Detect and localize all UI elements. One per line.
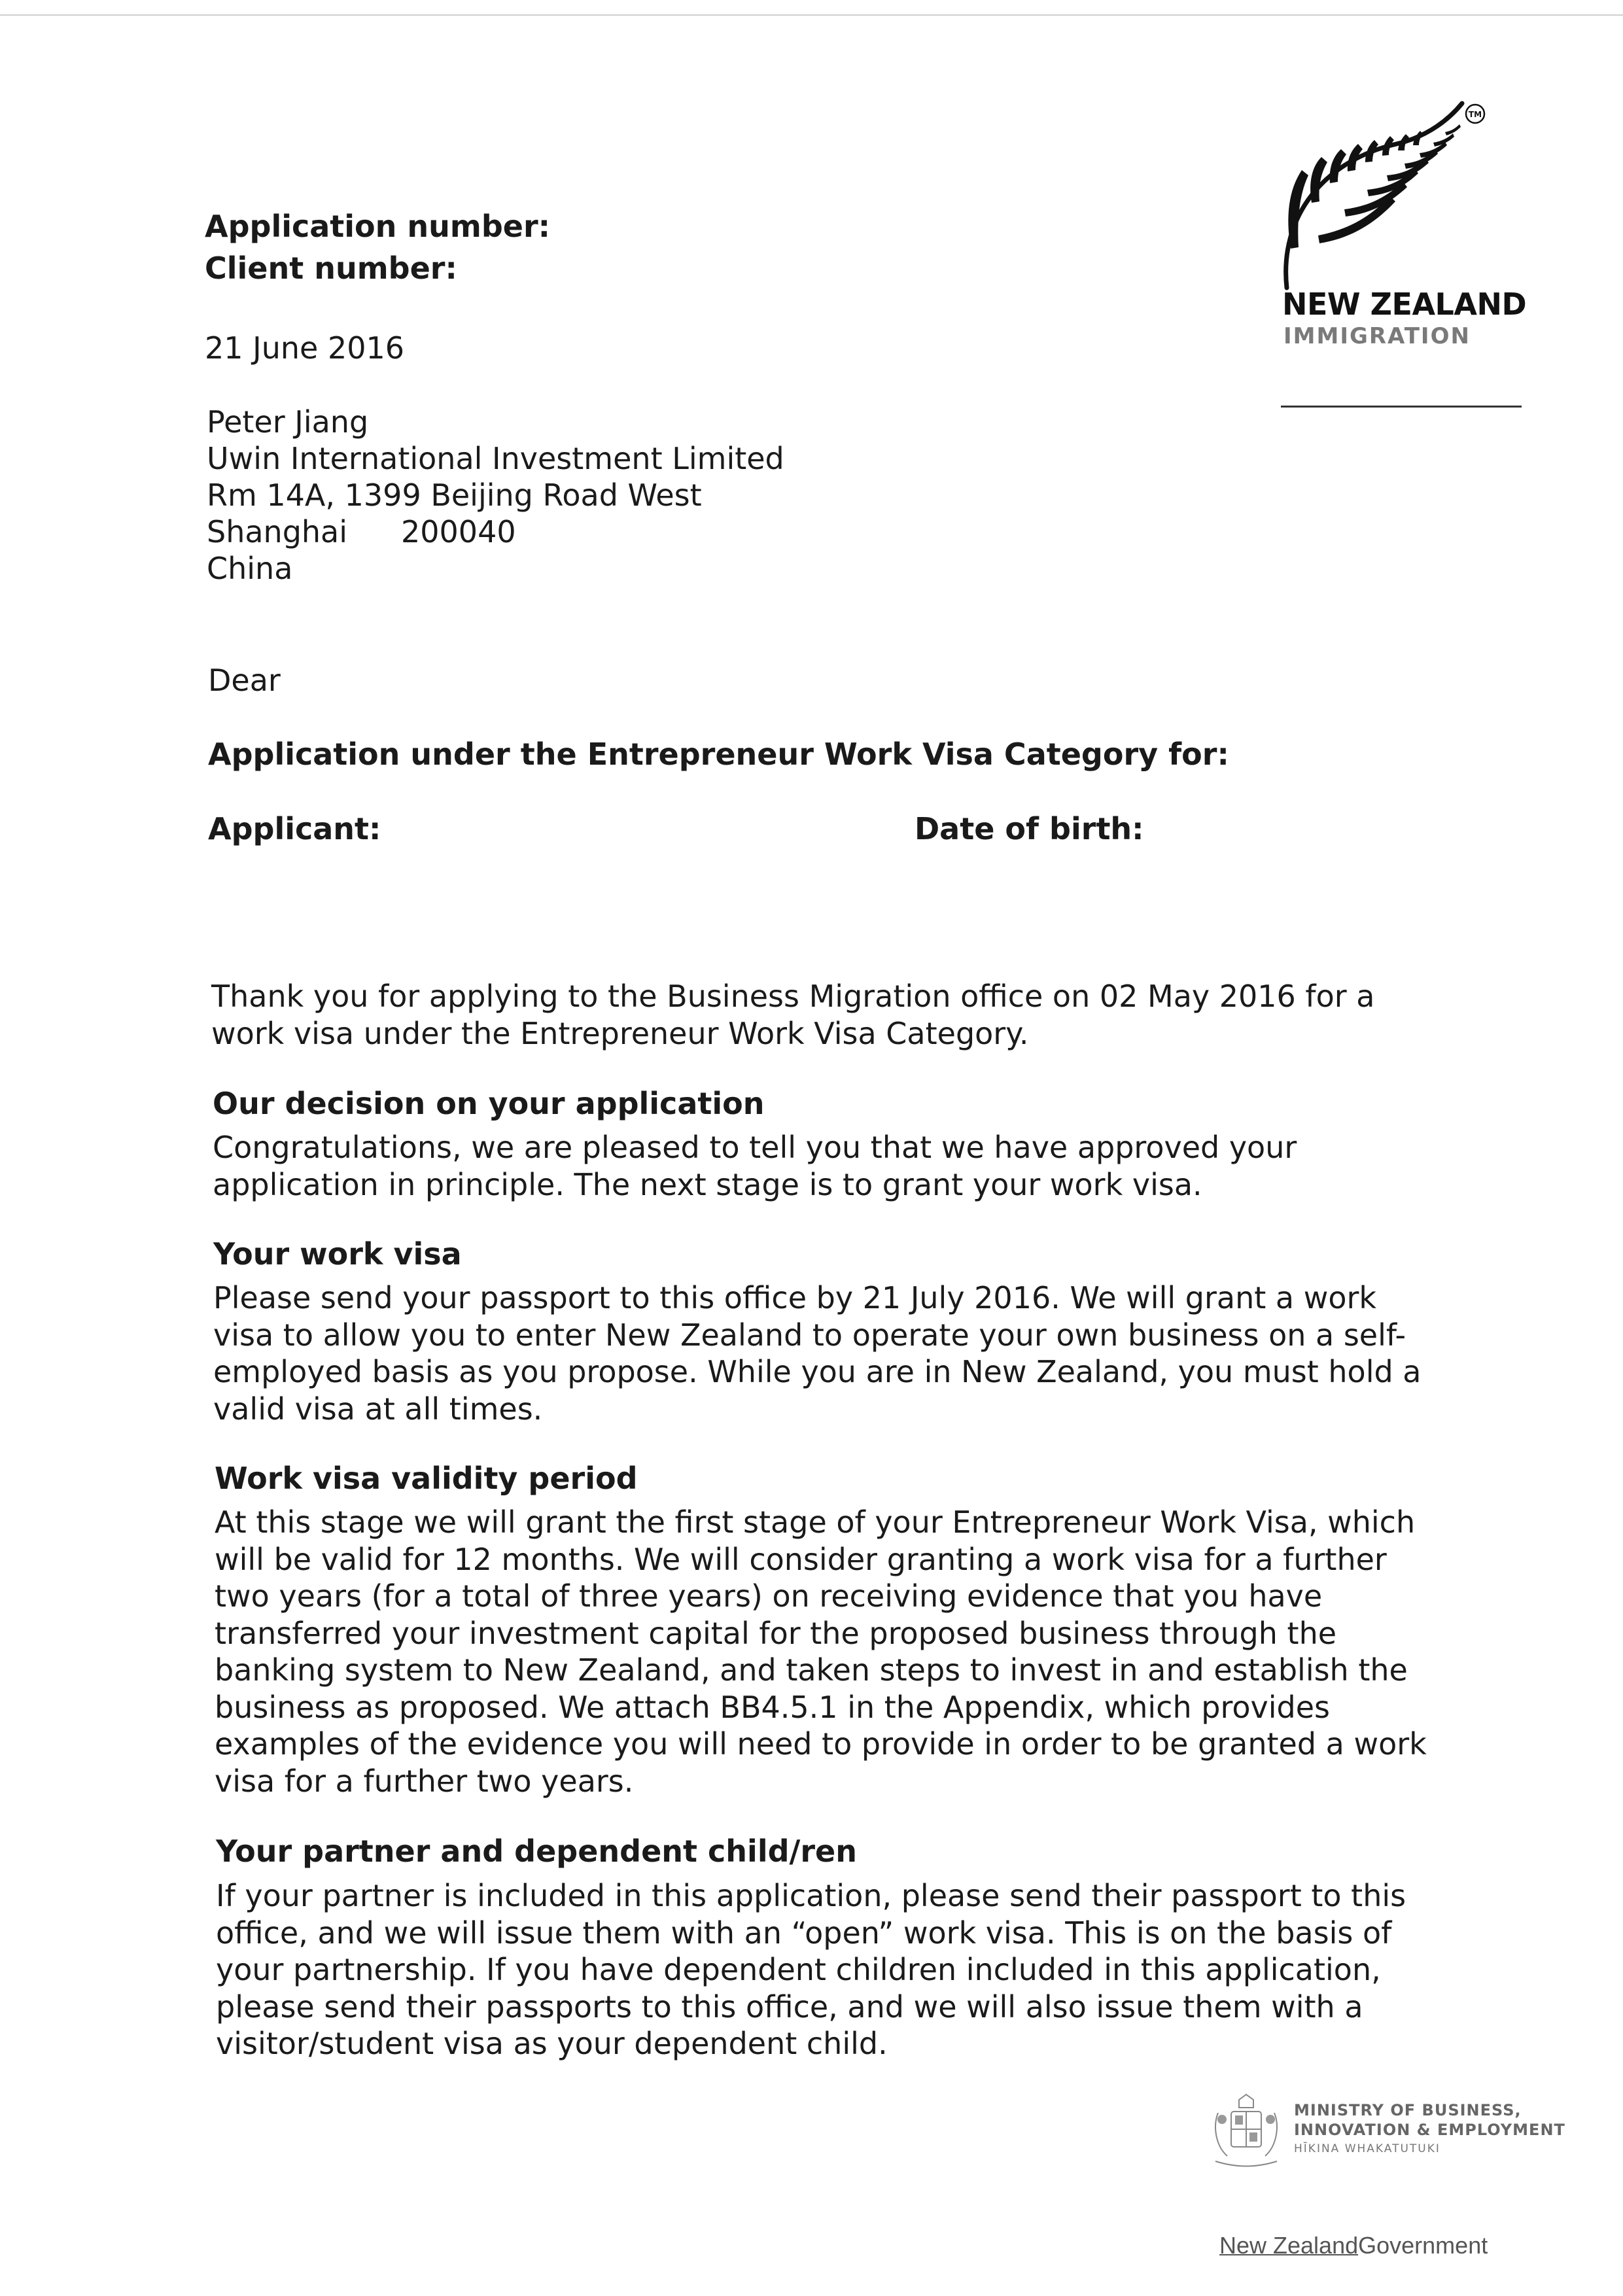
body-line: Congratulations, we are pleased to tell you that we have approved your — [213, 1130, 1297, 1165]
letter-date: 21 June 2016 — [205, 330, 405, 366]
intro-line: work visa under the Entrepreneur Work Visa Category. — [211, 1015, 1029, 1051]
body-line: two years (for a total of three years) on receiving evidence that you have — [215, 1578, 1323, 1614]
section-heading-work-visa: Your work visa — [213, 1236, 462, 1272]
body-line: Please send your passport to this office by 21 July 2016. We will grant a work — [213, 1280, 1377, 1315]
silver-fern-logo-icon — [1279, 98, 1488, 294]
body-line: visitor/student visa as your dependent child. — [216, 2026, 888, 2061]
body-line: your partnership. If you have dependent children included in this application, — [216, 1952, 1381, 1987]
section-body-decision — [213, 1129, 1297, 1203]
recipient-country: China — [207, 551, 293, 586]
mbie-name-line-2: INNOVATION & EMPLOYMENT — [1294, 2121, 1565, 2139]
recipient-city: Shanghai — [207, 514, 348, 549]
body-line: will be valid for 12 months. We will consider granting a work visa for a further — [215, 1541, 1387, 1577]
body-line: visa to allow you to enter New Zealand to operate your own business on a self- — [213, 1317, 1406, 1353]
recipient-postcode: 200040 — [401, 514, 516, 549]
section-body-validity — [215, 1504, 1427, 1800]
body-line: banking system to New Zealand, and taken steps to invest in and establish the — [215, 1652, 1408, 1688]
trademark-mark: TM — [1468, 110, 1482, 119]
body-line: employed basis as you propose. While you are in New Zealand, you must hold a — [213, 1354, 1422, 1389]
recipient-street: Rm 14A, 1399 Beijing Road West — [207, 478, 702, 513]
body-line: office, and we will issue them with an “open” work visa. This is on the basis of — [216, 1915, 1392, 1951]
body-line: At this stage we will grant the first stage of your Entrepreneur Work Visa, which — [215, 1505, 1416, 1540]
section-body-partner — [216, 1877, 1406, 2062]
mbie-maori-name: HĪKINA WHAKATUTUKI — [1294, 2142, 1440, 2155]
logo-underline — [1281, 406, 1522, 408]
logo-immigration-text: IMMIGRATION — [1283, 323, 1471, 349]
body-line: visa for a further two years. — [215, 1763, 634, 1799]
body-line: please send their passports to this office, and we will also issue them with a — [216, 1989, 1363, 2025]
body-line: If your partner is included in this application, please send their passport to this — [216, 1878, 1406, 1913]
nz-government-part-2: Government — [1358, 2232, 1488, 2259]
body-line: transferred your investment capital for the proposed business through the — [215, 1615, 1337, 1651]
section-heading-decision: Our decision on your application — [213, 1086, 765, 1121]
date-of-birth-label: Date of birth: — [915, 811, 1144, 846]
nz-coat-of-arms-icon — [1210, 2093, 1282, 2172]
application-number-label: Application number: — [205, 209, 551, 244]
logo-new-zealand-text: NEW ZEALAND — [1282, 287, 1527, 322]
body-line: examples of the evidence you will need to provide in order to be granted a work — [215, 1726, 1427, 1762]
nz-government-wordmark — [1219, 2232, 1488, 2259]
body-line: application in principle. The next stage is to grant your work visa. — [213, 1166, 1202, 1202]
body-line: business as proposed. We attach BB4.5.1 in the Appendix, which provides — [215, 1689, 1330, 1725]
client-number-label: Client number: — [205, 251, 457, 286]
intro-line: Thank you for applying to the Business Migration office on 02 May 2016 for a — [211, 979, 1375, 1014]
intro-paragraph — [211, 978, 1374, 1052]
applicant-label: Applicant: — [208, 811, 381, 846]
recipient-company: Uwin International Investment Limited — [207, 441, 784, 476]
section-heading-validity: Work visa validity period — [215, 1461, 638, 1496]
subject-line: Application under the Entrepreneur Work Visa Category for: — [208, 737, 1229, 772]
section-heading-partner: Your partner and dependent child/ren — [216, 1834, 857, 1869]
nz-government-part-1: New Zealand — [1219, 2232, 1359, 2259]
body-line: valid visa at all times. — [213, 1391, 543, 1427]
scan-edge-line — [0, 14, 1623, 16]
mbie-name-line-1: MINISTRY OF BUSINESS, — [1294, 2101, 1522, 2119]
salutation: Dear — [208, 663, 281, 698]
section-body-work-visa — [213, 1279, 1422, 1427]
recipient-name: Peter Jiang — [207, 404, 369, 440]
